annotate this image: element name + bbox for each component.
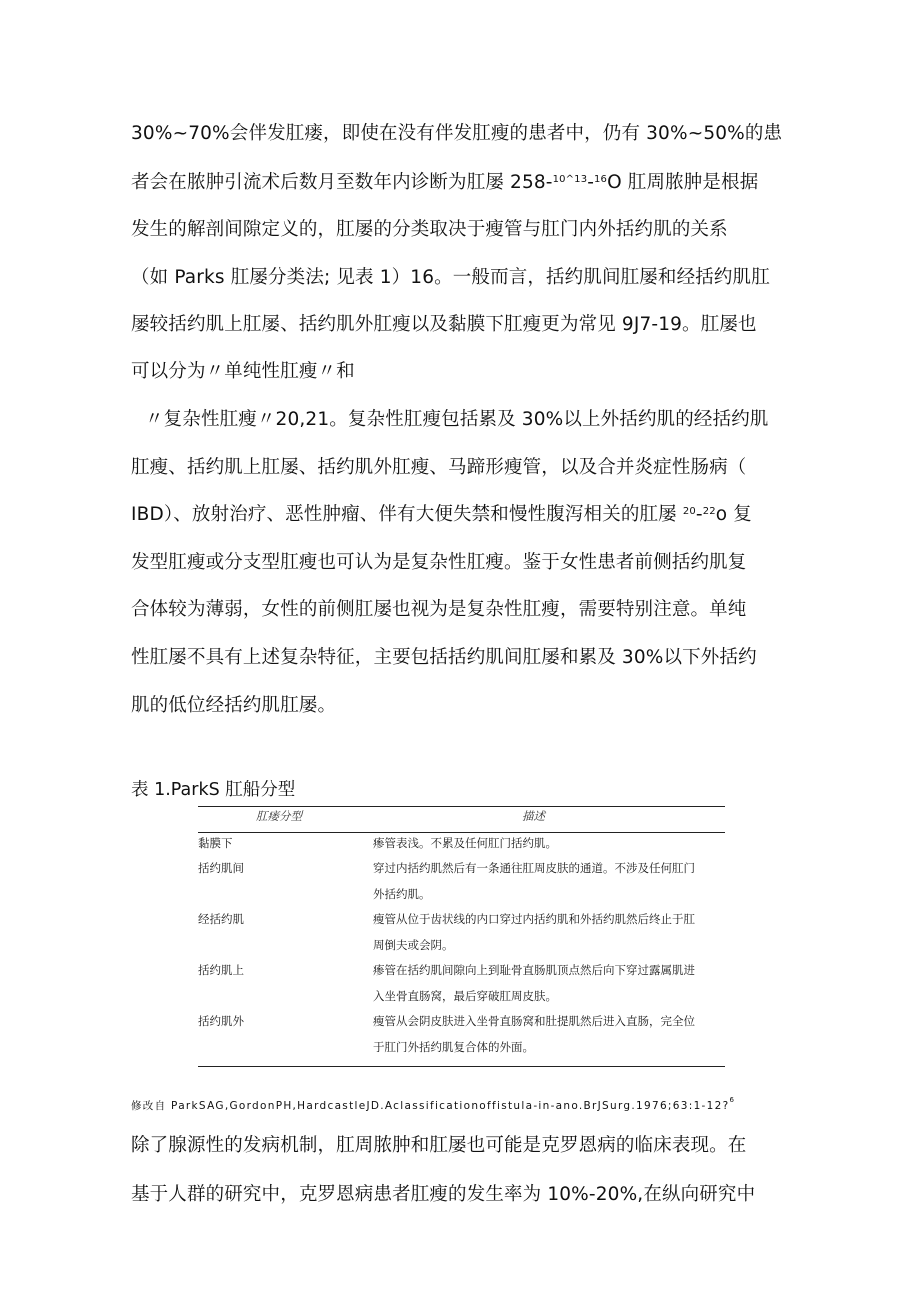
paragraph1-line2 [131,171,811,195]
citation-superscript: 22 [702,506,716,517]
table-cell-description: 周倒夫或会阴。 [373,938,454,952]
paragraph1-line1: 30%~70%会伴发肛瘘，即使在没有伴发肛瘦的患者中，仍有 30%~50%的患 [131,123,783,144]
paragraph2-line3-mid: - [695,504,703,525]
paragraph2-line2: 肛瘦、括约肌上肛屡、括约肌外肛瘦、马蹄形瘦管，以及合并炎症性肠病（ [131,457,747,478]
paragraph2-line7: 肌的低位经括约肌肛屡。 [131,695,337,716]
table-cell-description: 入坐骨直肠窝，最后穿破肛周皮肤。 [373,989,557,1003]
paragraph2-line1: 〃复杂性肛瘦〃20,21。复杂性肛瘦包括累及 30%以上外括约肌的经括约肌 [145,409,769,430]
table-cell-type: 括约肌外 [198,1014,244,1028]
table-cell-description: 瘦管从位于齿状线的内口穿过内括约肌和外括约肌然后终止于肛 [373,912,695,926]
source-text: 修改自 ParkSAG,GordonPH,HardcastleJD.Aclassificationoffistula-in-ano.BrJSurg.1976;63:1-12? [131,1100,730,1112]
table-header-type: 肛瘘分型 [256,809,302,823]
paragraph1-line6: 可以分为〃单纯性肛瘦〃和 [131,361,355,382]
paragraph1-line2-post: O 肛周脓肿是根据 [607,172,759,193]
paragraph2-line5: 合体较为薄弱，女性的前侧肛屡也视为是复杂性肛瘦，需要特别注意。单纯 [131,599,747,620]
table-cell-description: 外括约肌。 [373,887,431,901]
table-header-description: 描述 [522,809,545,823]
table-cell-description: 穿过内括约肌然后有一条通往肛周皮肤的通道。不涉及任何肛门 [373,861,695,875]
paragraph1-line2-pre: 者会在脓肿引流术后数月至数年内诊断为肛屡 258- [131,172,553,193]
paragraph2-line3-pre: IBD）、放射治疗、恶性肿瘤、伴有大便失禁和慢性腹泻相关的肛屡 [131,504,683,525]
table-top-rule [198,806,725,807]
paragraph1-line3: 发生的解剖间隙定义的，肛屡的分类取决于瘦管与肛门内外括约肌的关系 [131,219,728,240]
table-cell-description: 瘆管表浅。不累及任何肛门括约肌。 [373,836,557,850]
source-superscript: 6 [729,1096,736,1104]
paragraph2-line3 [131,503,811,527]
paragraph1-line4: （如 Parks 肛屡分类法; 见表 1）16。一般而言，括约肌间肛屡和经括约肌肛 [131,267,770,288]
citation-superscript: 10^13 [552,174,588,185]
table-cell-description: 瘦管从会阴皮肤进入坐骨直肠窝和肚提肌然后进入直肠，完全位 [373,1014,695,1028]
table-cell-type: 经括约肌 [198,912,244,926]
paragraph1-line2-mid: - [587,172,595,193]
paragraph1-line5: 屡较括约肌上肛屡、括约肌外肛瘦以及黏膜下肛瘦更为常见 9J7-19。肛屡也 [131,314,757,335]
citation-superscript: 20 [682,506,696,517]
paragraph3-line1: 除了腺源性的发病机制，肛周脓肿和肛屡也可能是克罗恩病的临床表现。在 [131,1135,747,1156]
table-caption: 表 1.ParkS 肛船分型 [131,780,296,800]
table-cell-description: 瘆管在括约肌间隙向上到耻骨直肠肌顶点然后向下穿过露属肌进 [373,963,695,977]
table-cell-type: 括约肌间 [198,861,244,875]
table-cell-type: 黏膜下 [198,836,233,850]
table-bottom-rule [198,1066,725,1067]
table-cell-description: 于肛门外括约肌复合体的外面。 [373,1040,534,1054]
paragraph2-line3-post: o 复 [715,504,752,525]
table-cell-type: 括约肌上 [198,963,244,977]
paragraph3-line2: 基于人群的研究中，克罗恩病患者肛瘦的发生率为 10%-20%,在纵向研究中 [131,1184,756,1205]
citation-superscript: 16 [594,174,608,185]
paragraph2-line6: 性肛屡不具有上述复杂特征，主要包括括约肌间肛屡和累及 30%以下外括约 [131,647,757,668]
paragraph2-line4: 发型肛瘦或分支型肛瘦也可认为是复杂性肛瘦。鉴于女性患者前侧括约肌复 [131,552,747,573]
table-source-note [131,1098,735,1113]
